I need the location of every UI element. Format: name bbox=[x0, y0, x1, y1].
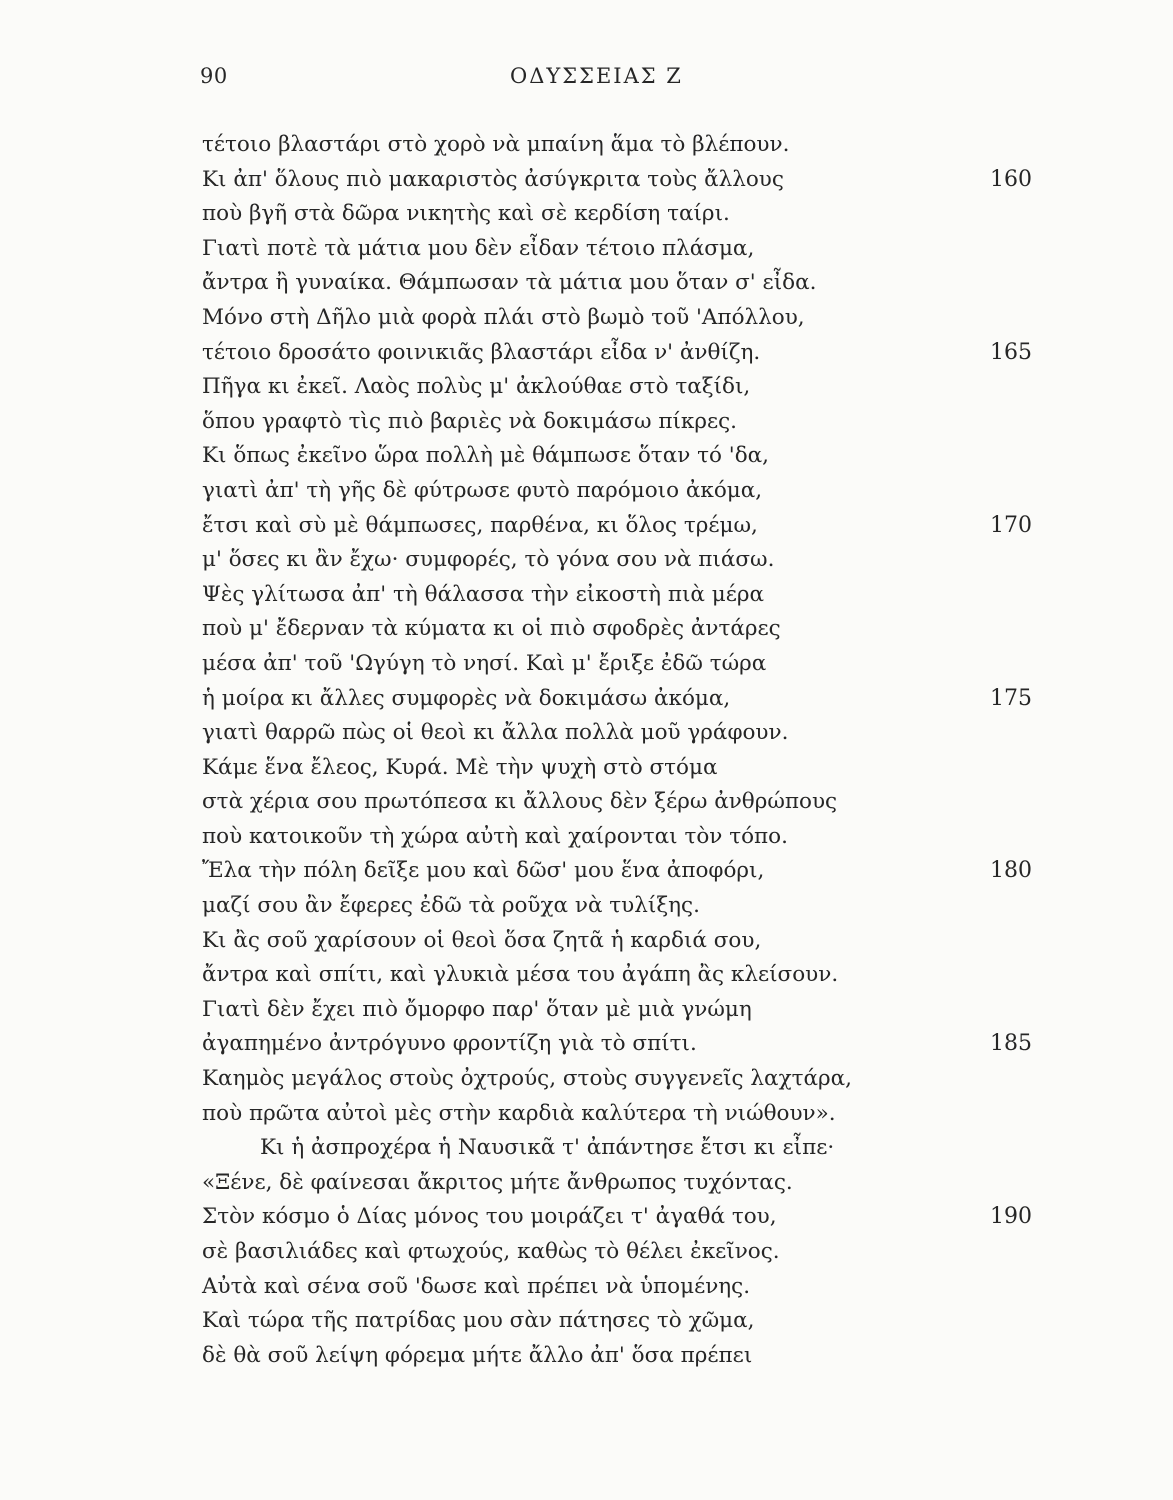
verse-line bbox=[202, 993, 1042, 1028]
verse-text: Αὐτὰ καὶ σένα σοῦ 'δωσε καὶ πρέπει νὰ ὑπομένης. bbox=[202, 1273, 751, 1299]
verse-line bbox=[202, 889, 1042, 924]
verse-line bbox=[202, 854, 1042, 889]
verse-line bbox=[202, 1097, 1042, 1132]
verse-text: Καὶ τώρα τῆς πατρίδας μου σὰν πάτησες τὸ χῶμα, bbox=[202, 1308, 755, 1334]
verse-line bbox=[202, 682, 1042, 717]
verse-line bbox=[202, 1304, 1042, 1339]
verse-text: Καημὸς μεγάλος στοὺς ὀχτρούς, στοὺς συγγενεῖς λαχτάρα, bbox=[202, 1066, 853, 1092]
verse-line bbox=[202, 1235, 1042, 1270]
verse-line bbox=[202, 474, 1042, 509]
verse-line bbox=[202, 128, 1042, 163]
verse-text: Γιατὶ δὲν ἔχει πιὸ ὄμορφο παρ' ὅταν μὲ μιὰ γνώμη bbox=[202, 996, 752, 1022]
verse-text: τέτοιο βλαστάρι στὸ χορὸ νὰ μπαίνη ἅμα τὸ βλέπουν. bbox=[202, 132, 790, 157]
verse-text: Κι ὅπως ἐκεῖνο ὥρα πολλὴ μὲ θάμπωσε ὅταν τό 'δα, bbox=[202, 443, 769, 469]
verse-line bbox=[202, 751, 1042, 786]
verse-text: γιατὶ θαρρῶ πὼς οἱ θεοὶ κι ἄλλα πολλὰ μοῦ γράφουν. bbox=[202, 720, 789, 746]
verse-text: ἡ μοίρα κι ἄλλες συμφορὲς νὰ δοκιμάσω ἀκόμα, bbox=[202, 685, 731, 711]
verse-text: Πῆγα κι ἐκεῖ. Λαὸς πολὺς μ' ἀκλούθαε στὸ ταξίδι, bbox=[202, 374, 751, 400]
verse-number: 165 bbox=[990, 339, 1032, 365]
verse-number: 170 bbox=[990, 512, 1032, 538]
verse-text: «Ξένε, δὲ φαίνεσαι ἄκριτος μήτε ἄνθρωπος τυχόντας. bbox=[202, 1169, 793, 1195]
verse-line bbox=[202, 716, 1042, 751]
verse-text: ποὺ κατοικοῦν τὴ χώρα αὐτὴ καὶ χαίρονται τὸν τόπο. bbox=[202, 823, 788, 849]
verse-line bbox=[202, 1131, 1042, 1166]
verse-line bbox=[202, 1062, 1042, 1097]
verse-text: ποὺ μ' ἔδερναν τὰ κύματα κι οἱ πιὸ σφοδρὲς ἀντάρες bbox=[202, 616, 781, 642]
verse-text: Μόνο στὴ Δῆλο μιὰ φορὰ πλάι στὸ βωμὸ τοῦ 'Απόλλου, bbox=[202, 304, 805, 330]
verse-text: Ψὲς γλίτωσα ἀπ' τὴ θάλασσα τὴν εἰκοστὴ πιὰ μέρα bbox=[202, 581, 765, 607]
verse-text: Κι ἀπ' ὅλους πιὸ μακαριστὸς ἀσύγκριτα τοὺς ἄλλους bbox=[202, 166, 784, 192]
verse-line bbox=[202, 266, 1042, 301]
verse-text: Κι ἡ ἀσπροχέρα ἡ Ναυσικᾶ τ' ἀπάντησε ἔτσι κι εἶπε· bbox=[260, 1135, 835, 1161]
verse-line bbox=[202, 405, 1042, 440]
verse-text: Στὸν κόσμο ὁ Δίας μόνος του μοιράζει τ' ἀγαθά του, bbox=[202, 1204, 777, 1230]
verse-line bbox=[202, 301, 1042, 336]
verse-number: 160 bbox=[990, 166, 1032, 192]
verse-text: στὰ χέρια σου πρωτόπεσα κι ἄλλους δὲν ξέρω ἀνθρώπους bbox=[202, 789, 838, 815]
verse-text: μαζί σου ἂν ἔφερες ἐδῶ τὰ ροῦχα νὰ τυλίξης. bbox=[202, 893, 700, 919]
verse-line bbox=[202, 336, 1042, 371]
verse-text: γιατὶ ἀπ' τὴ γῆς δὲ φύτρωσε φυτὸ παρόμοιο ἀκόμα, bbox=[202, 477, 763, 503]
verse-line bbox=[202, 232, 1042, 267]
page-header bbox=[200, 64, 1040, 100]
verse-line bbox=[202, 439, 1042, 474]
verse-text: Κι ἂς σοῦ χαρίσουν οἱ θεοὶ ὅσα ζητᾶ ἡ καρδιά σου, bbox=[202, 927, 762, 953]
verse-line bbox=[202, 958, 1042, 993]
verse-text: δὲ θὰ σοῦ λείψη φόρεμα μήτε ἄλλο ἀπ' ὅσα πρέπει bbox=[202, 1342, 753, 1368]
verse-line bbox=[202, 197, 1042, 232]
verse-text: ἀγαπημένο ἀντρόγυνο φροντίζη γιὰ τὸ σπίτι. bbox=[202, 1031, 697, 1057]
verse-number: 180 bbox=[990, 858, 1032, 884]
verse-text: ποὺ πρῶτα αὐτοὶ μὲς στὴν καρδιὰ καλύτερα τὴ νιώθουν». bbox=[202, 1100, 836, 1126]
verse-text: ὅπου γραφτὸ τὶς πιὸ βαριὲς νὰ δοκιμάσω πίκρες. bbox=[202, 408, 737, 434]
verse-text: Κάμε ἕνα ἔλεος, Κυρά. Μὲ τὴν ψυχὴ στὸ στόμα bbox=[202, 754, 718, 780]
verse-number: 185 bbox=[990, 1031, 1032, 1057]
verse-text: μ' ὅσες κι ἂν ἔχω· συμφορές, τὸ γόνα σου νὰ πιάσω. bbox=[202, 547, 775, 573]
running-title: ΟΔΥΣΣΕΙΑΣ Ζ bbox=[510, 64, 683, 88]
verse-number: 190 bbox=[990, 1204, 1032, 1230]
verse-text: σὲ βασιλιάδες καὶ φτωχούς, καθὼς τὸ θέλει ἐκεῖνος. bbox=[202, 1239, 780, 1264]
verse-text: Ἔλα τὴν πόλη δεῖξε μου καὶ δῶσ' μου ἕνα ἀποφόρι, bbox=[202, 858, 765, 884]
verse-line bbox=[202, 820, 1042, 855]
verse-line bbox=[202, 1270, 1042, 1305]
verse-line bbox=[202, 1166, 1042, 1201]
verse-line bbox=[202, 1200, 1042, 1235]
verse-text: Γιατὶ ποτὲ τὰ μάτια μου δὲν εἶδαν τέτοιο πλάσμα, bbox=[202, 235, 755, 261]
verse-line bbox=[202, 509, 1042, 544]
verse-text: ἔτσι καὶ σὺ μὲ θάμπωσες, παρθένα, κι ὅλος τρέμω, bbox=[202, 512, 758, 538]
verse-text: μέσα ἀπ' τοῦ 'Ωγύγη τὸ νησί. Καὶ μ' ἔριξε ἐδῶ τώρα bbox=[202, 650, 767, 676]
verse-line bbox=[202, 1339, 1042, 1374]
verse-line bbox=[202, 647, 1042, 682]
verse-line bbox=[202, 785, 1042, 820]
verse-list bbox=[202, 128, 1042, 1373]
verse-number: 175 bbox=[990, 685, 1032, 711]
verse-line bbox=[202, 543, 1042, 578]
verse-line bbox=[202, 1027, 1042, 1062]
verse-text: ἄντρα καὶ σπίτι, καὶ γλυκιὰ μέσα του ἀγάπη ἂς κλείσουν. bbox=[202, 962, 839, 988]
page-number: 90 bbox=[200, 64, 228, 88]
verse-text: τέτοιο δροσάτο φοινικιᾶς βλαστάρι εἶδα ν' ἀνθίζη. bbox=[202, 339, 761, 365]
verse-line bbox=[202, 924, 1042, 959]
verse-text: ἄντρα ἢ γυναίκα. Θάμπωσαν τὰ μάτια μου ὅταν σ' εἶδα. bbox=[202, 270, 817, 296]
verse-line bbox=[202, 370, 1042, 405]
verse-line bbox=[202, 163, 1042, 198]
verse-text: ποὺ βγῆ στὰ δῶρα νικητὴς καὶ σὲ κερδίση ταίρι. bbox=[202, 201, 730, 227]
verse-line bbox=[202, 612, 1042, 647]
verse-line bbox=[202, 578, 1042, 613]
